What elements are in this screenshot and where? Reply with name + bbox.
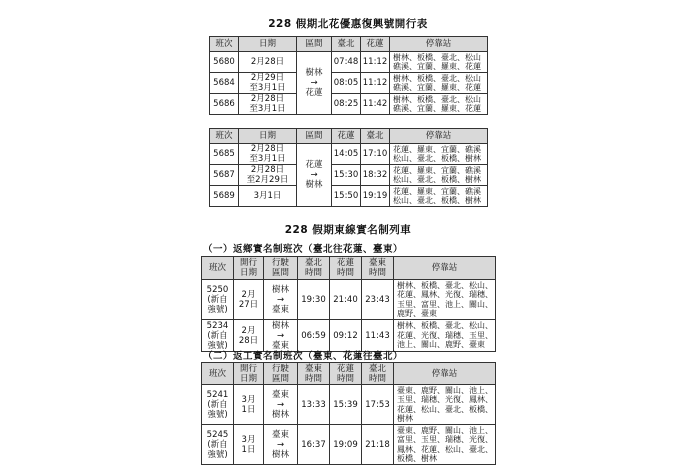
time-cell: 17:53 xyxy=(362,385,394,425)
date-cell: 2月28日 xyxy=(239,52,297,73)
arrow-down-icon: → xyxy=(276,439,285,450)
section-title-workbound: （二）返工實名制班次（臺東、花蓮往臺北） xyxy=(203,351,404,362)
header-date: 開行 日期 xyxy=(234,363,264,385)
arrow-down-icon: → xyxy=(276,399,285,410)
header-time-2: 花蓮 時間 xyxy=(330,257,362,280)
table-row xyxy=(210,165,488,186)
section-title-homebound: （一）返鄉實名制班次（臺北往花蓮、臺東） xyxy=(203,244,404,255)
time-cell: 15:30 xyxy=(332,165,361,186)
route-cell: 臺東 → 樹林 xyxy=(264,425,298,465)
time-cell: 17:10 xyxy=(361,144,390,165)
doc-title-2: 228 假期東線實名制列車 xyxy=(284,224,412,236)
date-cell: 3月 1日 xyxy=(234,425,264,465)
table-header-row xyxy=(210,129,488,144)
time-cell: 15:39 xyxy=(330,385,362,425)
time-cell: 07:48 xyxy=(332,52,361,73)
table-row xyxy=(202,280,496,320)
time-cell: 08:05 xyxy=(332,73,361,94)
stops-cell: 臺東、鹿野、關山、池上、 富里、玉里、瑞穗、光復、 鳳林、花蓮、松山、臺北、 板橋、樹林 xyxy=(394,425,496,465)
timetable-southbound-shulin xyxy=(209,128,488,207)
train-number: 5234 (新自 強號) xyxy=(202,320,234,352)
train-number: 5685 xyxy=(210,144,239,165)
timetable-northbound-hualien xyxy=(209,36,488,115)
header-route: 區間 xyxy=(297,129,332,144)
time-cell: 11:42 xyxy=(361,94,390,115)
table-row xyxy=(210,73,488,94)
table-row xyxy=(210,186,488,207)
time-cell: 19:30 xyxy=(298,280,330,320)
header-time-3: 臺北 時間 xyxy=(362,363,394,385)
train-number: 5241 (新自 強號) xyxy=(202,385,234,425)
table-row xyxy=(202,320,496,352)
table-header-row xyxy=(210,37,488,52)
time-cell: 23:43 xyxy=(362,280,394,320)
timetable-workbound xyxy=(201,362,496,465)
header-time-1: 花蓮 xyxy=(332,129,361,144)
header-train: 班次 xyxy=(210,37,239,52)
time-cell: 15:50 xyxy=(332,186,361,207)
header-train: 班次 xyxy=(202,363,234,385)
date-cell: 2月 28日 xyxy=(234,320,264,352)
date-cell: 2月28日 至3月1日 xyxy=(239,94,297,115)
time-cell: 21:18 xyxy=(362,425,394,465)
time-cell: 18:32 xyxy=(361,165,390,186)
arrow-down-icon: → xyxy=(310,170,318,180)
time-cell: 14:05 xyxy=(332,144,361,165)
header-time-2: 花蓮 xyxy=(361,37,390,52)
route-cell: 臺東 → 樹林 xyxy=(264,385,298,425)
time-cell: 09:12 xyxy=(330,320,362,352)
stops-cell: 樹林、板橋、臺北、松山 礁溪、宜蘭、羅東、花蓮 xyxy=(390,73,488,94)
date-cell: 3月 1日 xyxy=(234,385,264,425)
arrow-down-icon: → xyxy=(310,78,318,88)
time-cell: 16:37 xyxy=(298,425,330,465)
stops-cell: 樹林、板橋、臺北、松山、 花蓮、光復、瑞穗、玉里、 池上、關山、鹿野、臺東 xyxy=(394,320,496,352)
time-cell: 21:40 xyxy=(330,280,362,320)
stops-cell: 花蓮、羅東、宜蘭、礁溪 松山、臺北、板橋、樹林 xyxy=(390,165,488,186)
header-date: 開行 日期 xyxy=(234,257,264,280)
table-row xyxy=(210,52,488,73)
route-cell: 花蓮 → 樹林 xyxy=(297,144,332,207)
time-cell: 11:43 xyxy=(362,320,394,352)
date-cell: 2月 27日 xyxy=(234,280,264,320)
date-cell: 3月1日 xyxy=(239,186,297,207)
train-number: 5686 xyxy=(210,94,239,115)
stops-cell: 樹林、板橋、臺北、松山、 花蓮、鳳林、光復、瑞穗、 玉里、富里、池上、關山、 鹿野、臺東 xyxy=(394,280,496,320)
date-cell: 2月28日 至3月1日 xyxy=(239,144,297,165)
header-stops: 停靠站 xyxy=(390,37,488,52)
timetable-homebound xyxy=(201,256,496,352)
date-cell: 2月28日 至2月29日 xyxy=(239,165,297,186)
header-time-1: 臺北 時間 xyxy=(298,257,330,280)
header-time-2: 花蓮 時間 xyxy=(330,363,362,385)
train-number: 5680 xyxy=(210,52,239,73)
stops-cell: 樹林、板橋、臺北、松山 礁溪、宜蘭、羅東、花蓮 xyxy=(390,52,488,73)
header-route: 區間 xyxy=(297,37,332,52)
doc-title-1: 228 假期北花優惠復興號開行表 xyxy=(268,18,428,30)
header-time-3: 臺東 時間 xyxy=(362,257,394,280)
table-row xyxy=(210,94,488,115)
arrow-down-icon: → xyxy=(276,294,285,305)
header-train: 班次 xyxy=(210,129,239,144)
header-route: 行駛 區間 xyxy=(264,257,298,280)
header-stops: 停靠站 xyxy=(394,257,496,280)
stops-cell: 樹林、板橋、臺北、松山 礁溪、宜蘭、羅東、花蓮 xyxy=(390,94,488,115)
train-number: 5245 (新自 強號) xyxy=(202,425,234,465)
table-row xyxy=(210,144,488,165)
header-time-2: 臺北 xyxy=(361,129,390,144)
header-time-1: 臺東 時間 xyxy=(298,363,330,385)
time-cell: 06:59 xyxy=(298,320,330,352)
time-cell: 11:12 xyxy=(361,73,390,94)
table-row xyxy=(202,385,496,425)
arrow-down-icon: → xyxy=(276,330,285,341)
stops-cell: 花蓮、羅東、宜蘭、礁溪 松山、臺北、板橋、樹林 xyxy=(390,186,488,207)
table-row xyxy=(202,425,496,465)
header-route: 行駛 區間 xyxy=(264,363,298,385)
train-number: 5250 (新自 強號) xyxy=(202,280,234,320)
date-cell: 2月29日 至3月1日 xyxy=(239,73,297,94)
route-cell: 樹林 → 臺東 xyxy=(264,320,298,352)
train-number: 5684 xyxy=(210,73,239,94)
header-date: 日期 xyxy=(239,129,297,144)
header-time-1: 臺北 xyxy=(332,37,361,52)
train-number: 5689 xyxy=(210,186,239,207)
time-cell: 13:33 xyxy=(298,385,330,425)
header-stops: 停靠站 xyxy=(394,363,496,385)
table-header-row xyxy=(202,363,496,385)
time-cell: 11:12 xyxy=(361,52,390,73)
table-header-row xyxy=(202,257,496,280)
time-cell: 08:25 xyxy=(332,94,361,115)
time-cell: 19:09 xyxy=(330,425,362,465)
stops-cell: 花蓮、羅東、宜蘭、礁溪 松山、臺北、板橋、樹林 xyxy=(390,144,488,165)
route-cell: 樹林 → 花蓮 xyxy=(297,52,332,115)
route-cell: 樹林 → 臺東 xyxy=(264,280,298,320)
header-stops: 停靠站 xyxy=(390,129,488,144)
stops-cell: 臺東、鹿野、關山、池上、 玉里、瑞穗、光復、鳳林、 花蓮、松山、臺北、板橋、 樹林 xyxy=(394,385,496,425)
time-cell: 19:19 xyxy=(361,186,390,207)
train-number: 5687 xyxy=(210,165,239,186)
header-train: 班次 xyxy=(202,257,234,280)
header-date: 日期 xyxy=(239,37,297,52)
